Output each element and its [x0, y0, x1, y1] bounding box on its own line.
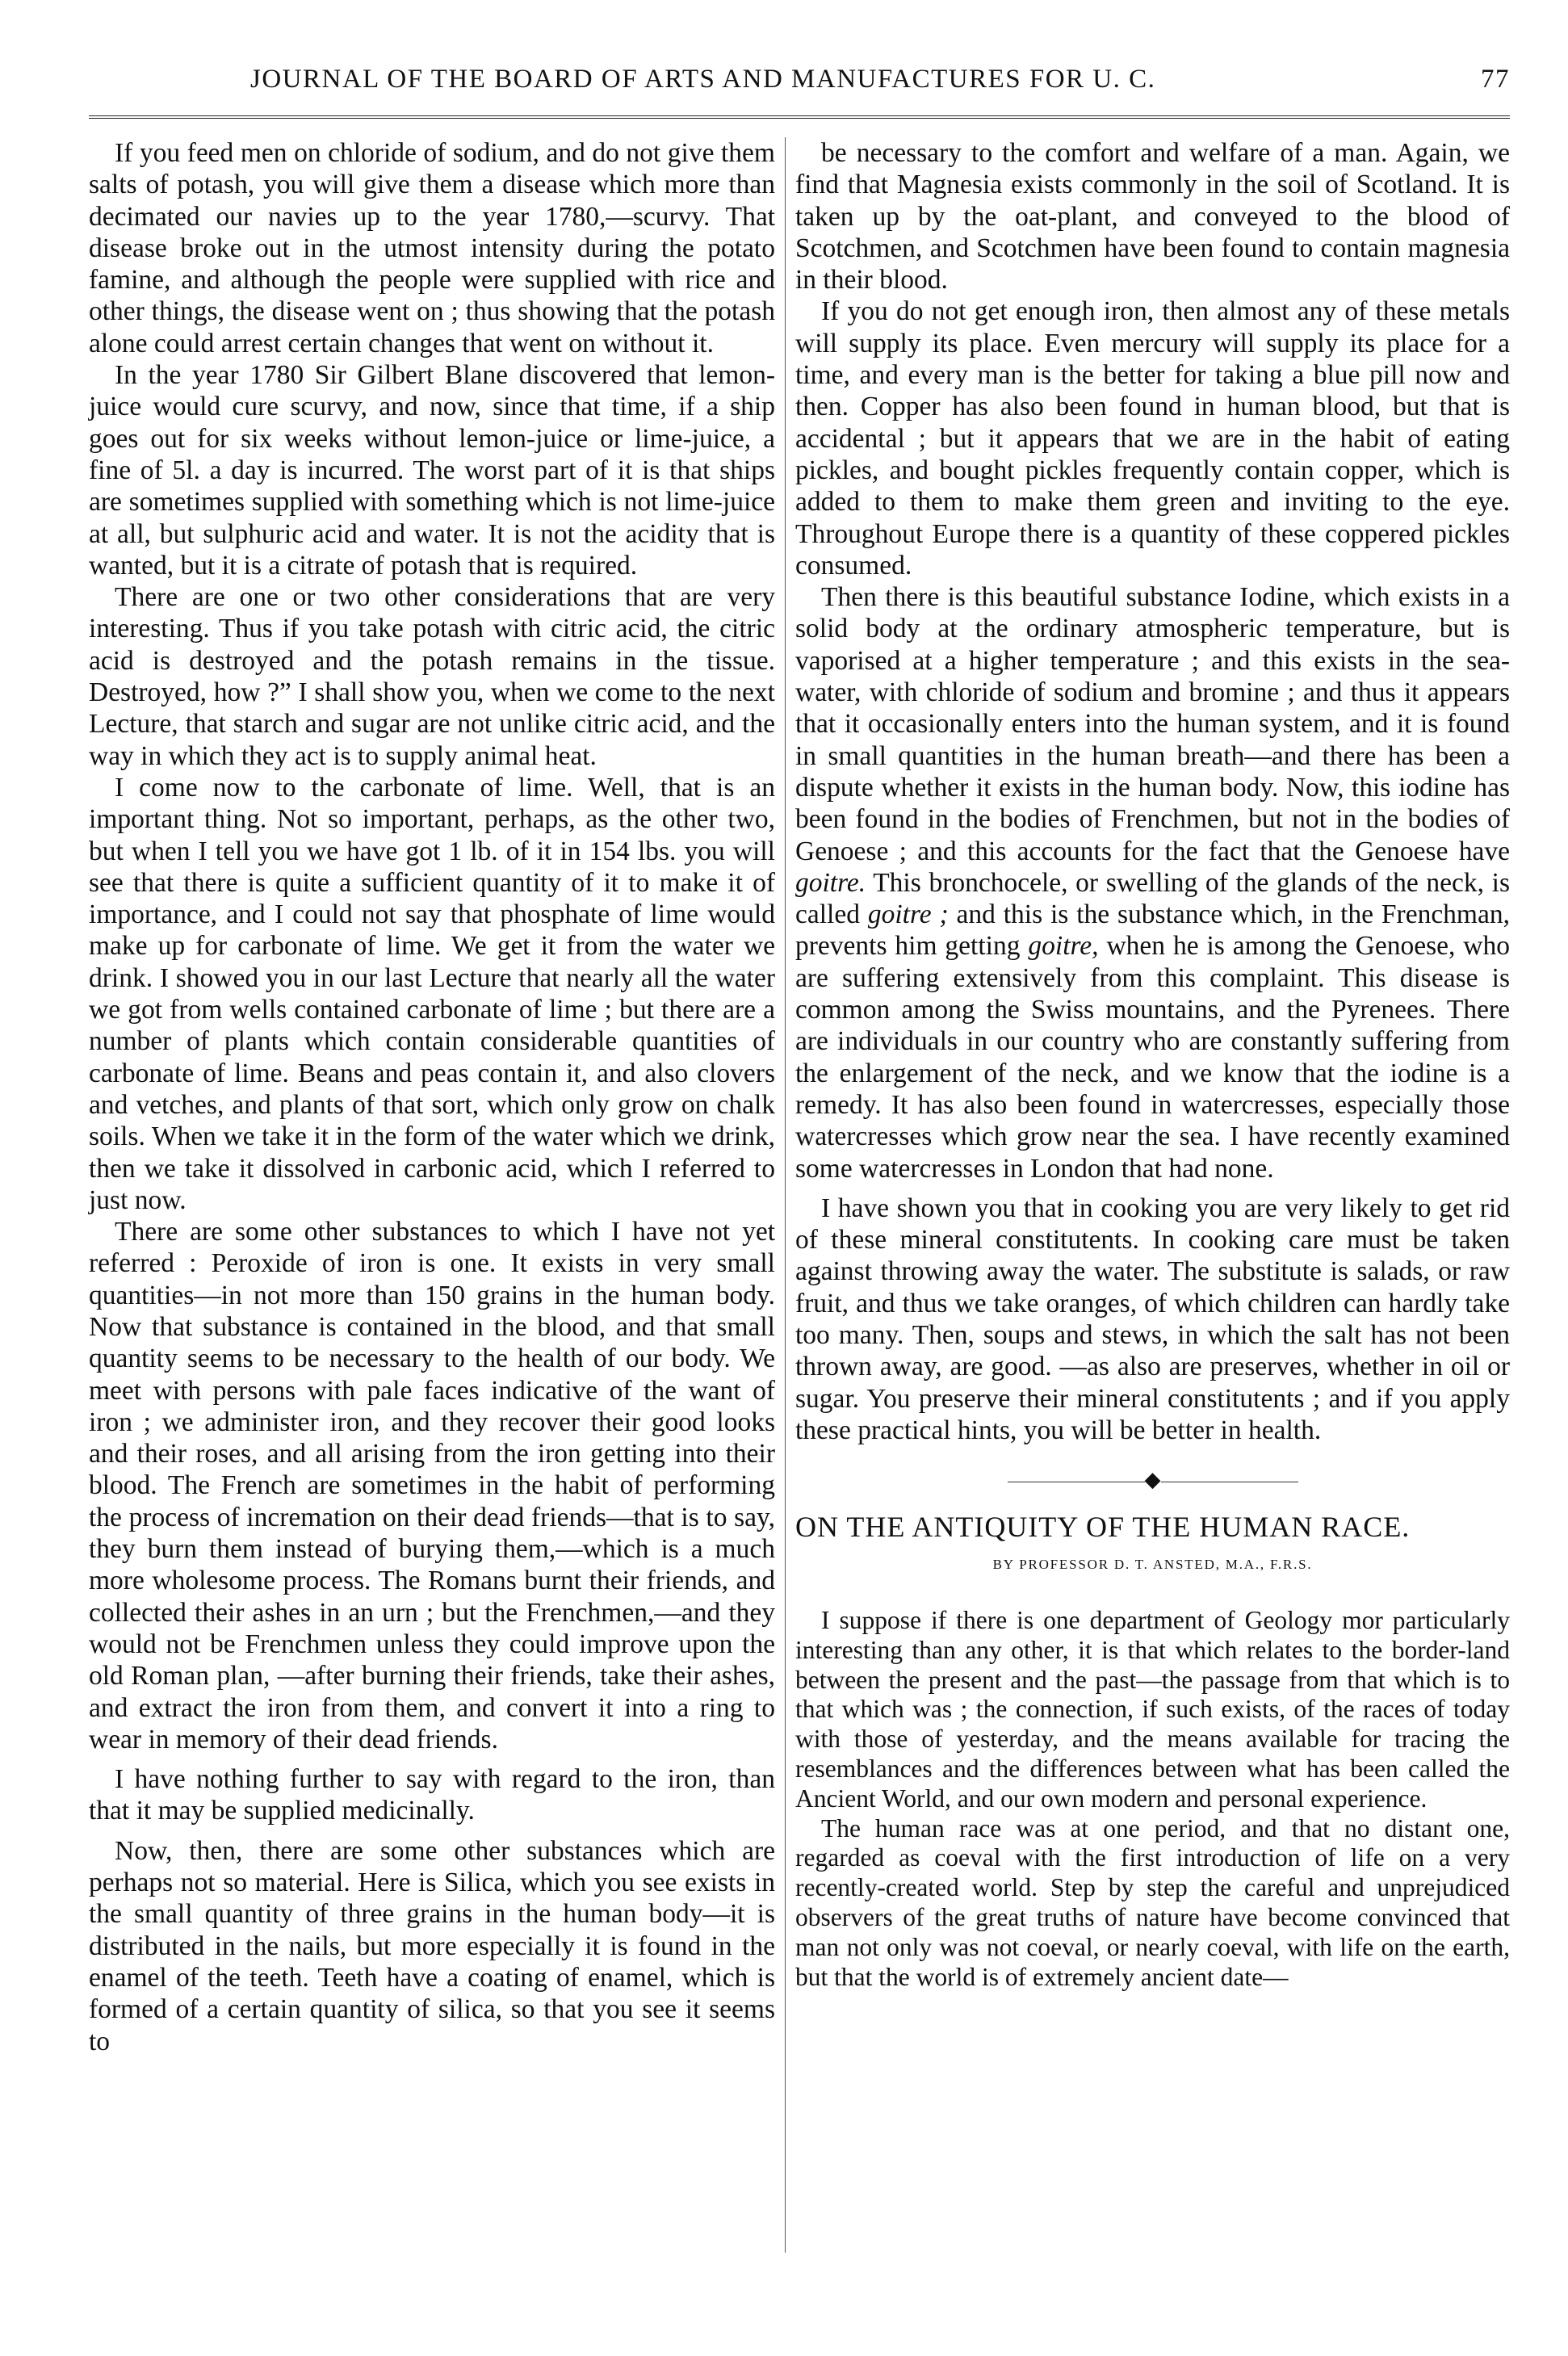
text-run: and this is the substance which, in the Frenchman, prevents him getting	[795, 899, 1510, 962]
paragraph: The human race was at one period, and that no distant one, regarded as coeval with the first introduction of life on a very recently-created world. Step by step the careful and unprejudiced observers of the great truths of nature have become convinced that man not only was not coeval, or nearly coeval, with life on the earth, but that the world is of extremely ancient date—	[795, 1813, 1510, 1991]
article-body	[795, 1606, 1510, 1992]
italic-term: goitre.	[795, 867, 866, 898]
paragraph: There are one or two other considerations that are very interesting. Thus if you take potash with citric acid, the citric acid is destroyed and the potash remains in the tissue. Destroyed, how ?” I shall show you, when we come to the next Lecture, that starch and sugar are not unlike citric acid, and the way in which they act is to supply animal heat.	[89, 582, 775, 771]
paragraph: There are some other substances to which I have not yet referred : Peroxide of iron is one. It exists in very small quantities—in not more than 150 grains in the human body. Now that substance is contained in the blood, and that small quantity seems to be necessary to the health of our body. We meet with persons with pale faces indicative of the want of iron ; we administer iron, and they recover their good looks and their roses, and all arising from the iron getting into their blood. The French are sometimes in the habit of performing the process of incremation on their dead friends—that is to say, they burn them instead of burying them,—which is a much more wholesome process. The Romans burnt their friends, and collected their ashes in an urn ; but the Frenchmen,—and they would not be Frenchmen unless they could improve upon the old Roman plan, —after burning their friends, take their ashes, and extract the iron from them, and convert it into a ring to wear in memory of their dead friends.	[89, 1217, 775, 1754]
article-byline: BY PROFESSOR D. T. ANSTED, M.A., F.R.S.	[992, 1556, 1313, 1572]
paragraph: Now, then, there are some other substances which are perhaps not so material. Here is Silica, which you see exists in the small quantity of three grains in the human body—it is distributed in the nails, but more especially it is found in the enamel of the teeth. Teeth have a coating of enamel, which is formed of a certain quantity of silica, so that you see it seems to	[89, 1835, 775, 2056]
italic-term: goitre ;	[867, 899, 949, 930]
italic-term: goitre,	[1028, 931, 1099, 962]
section-ornament	[795, 1464, 1510, 1495]
text-run: Then there is this beautiful substance Iodine, which exists in a solid body at the ordinary atmospheric temperature, but is vaporised at a higher temperature ; and this exists in the sea-water, with chloride of sodium and bromine ; and thus it appears that it occasionally enters into the human system, and it is found in small quantities in the human breath—and there has been a dispute whether it exists in the human body. Now, this iodine has been found in the bodies of Frenchmen, but not in the bodies of Genoese ; and this accounts for the fact that the Genoese have	[795, 582, 1510, 866]
paragraph: I have shown you that in cooking you are very likely to get rid of these mineral constitutents. In cooking care must be taken against throwing away the water. The substitute is salads, or raw fruit, and thus we take oranges, of which children can hardly take too many. Then, soups and stews, in which the salt has not been thrown away, are good. —as also are preserves, whether in oil or sugar. You preserve their mineral constitutents ; and if you apply these practical hints, you will be better in health.	[795, 1193, 1510, 1445]
paragraph: I have nothing further to say with regard to the iron, than that it may be supplied medicinally.	[89, 1764, 775, 1826]
journal-title: JOURNAL OF THE BOARD OF ARTS AND MANUFACTURES FOR U. C.	[250, 65, 1156, 94]
page-number: 77	[1481, 65, 1510, 94]
column-divider	[785, 137, 786, 2253]
paragraph: I suppose if there is one department of Geology mor particularly interesting than any other, it is that which relates to the border-land between the present and the past—the passage from that which is to that which was ; the connection, if such exists, of the races of today with those of yesterday, and the means available for tracing the resemblances and the differences between what has been called the Ancient World, and our own modern and personal experience.	[795, 1606, 1510, 1813]
article-title: ON THE ANTIQUITY OF THE HUMAN RACE.	[795, 1511, 1411, 1544]
paragraph: If you do not get enough iron, then almost any of these metals will supply its place. Even mercury will supply its place for a time, and every man is the better for taking a blue pill now and then. Copper has also been found in human blood, but that is accidental ; but it appears that we are in the habit of eating pickles, and bought pickles frequently contain copper, which is added to them to make them green and inviting to the eye. Throughout Europe there is a quantity of these coppered pickles consumed.	[795, 296, 1510, 581]
text-run: when he is among the Genoese, who are suffering extensively from this complaint. This disease is common among the Swiss mountains, and the Pyrenees. There are individuals in our country who are constantly suffering from the enlargement of the neck, and we know that the iodine is a remedy. It has also been found in watercresses, especially those watercresses which grow near the sea. I have recently examined some watercresses in London that had none.	[795, 931, 1510, 1184]
text-run: This bronchocele, or swelling of the glands of the neck, is called	[795, 867, 1510, 930]
paragraph: I come now to the carbonate of lime. Well, that is an important thing. Not so important, perhaps, as the other two, but when I tell you we have got 1 lb. of it in 154 lbs. you will see that there is quite a sufficient quantity of it to make it of importance, and I could not say that phosphate of lime would make up for carbonate of lime. We get it from the water we drink. I showed you in our last Lecture that nearly all the water we got from wells contained carbonate of lime ; but there are a number of plants which contain considerable quantities of carbonate of lime. Beans and peas contain it, and also clovers and vetches, and plants of that sort, which only grow on chalk soils. When we take it in the form of the water which we drink, then we take it dissolved in carbonic acid, which I referred to just now.	[89, 772, 775, 1215]
header-rule	[89, 115, 1510, 121]
paragraph-iodine	[795, 581, 1510, 1184]
left-column	[89, 137, 775, 2057]
paragraph: If you feed men on chloride of sodium, and do not give them salts of potash, you will give them a disease which more than decimated our navies up to the year 1780,—scurvy. That disease broke out in the utmost intensity during the potato famine, and although the people were supplied with rice and other things, the disease went on ; thus showing that the potash alone could arrest certain changes that went on without it.	[89, 138, 775, 358]
diamond-ornament-icon: ◆	[1144, 1468, 1161, 1492]
right-column	[795, 137, 1510, 1992]
paragraph: In the year 1780 Sir Gilbert Blane discovered that lemon-juice would cure scurvy, and now, since that time, if a ship goes out for six weeks without lemon-juice or lime-juice, a fine of 5l. a day is incurred. The worst part of it is that ships are sometimes supplied with something which is not lime-juice at all, but sulphuric acid and water. It is not the acidity that is wanted, but it is a citrate of potash that is required.	[89, 360, 775, 581]
paragraph: be necessary to the comfort and welfare of a man. Again, we find that Magnesia exists commonly in the soil of Scotland. It is taken up by the oat-plant, and conveyed to the blood of Scotchmen, and Scotchmen have been found to contain magnesia in their blood.	[795, 138, 1510, 296]
